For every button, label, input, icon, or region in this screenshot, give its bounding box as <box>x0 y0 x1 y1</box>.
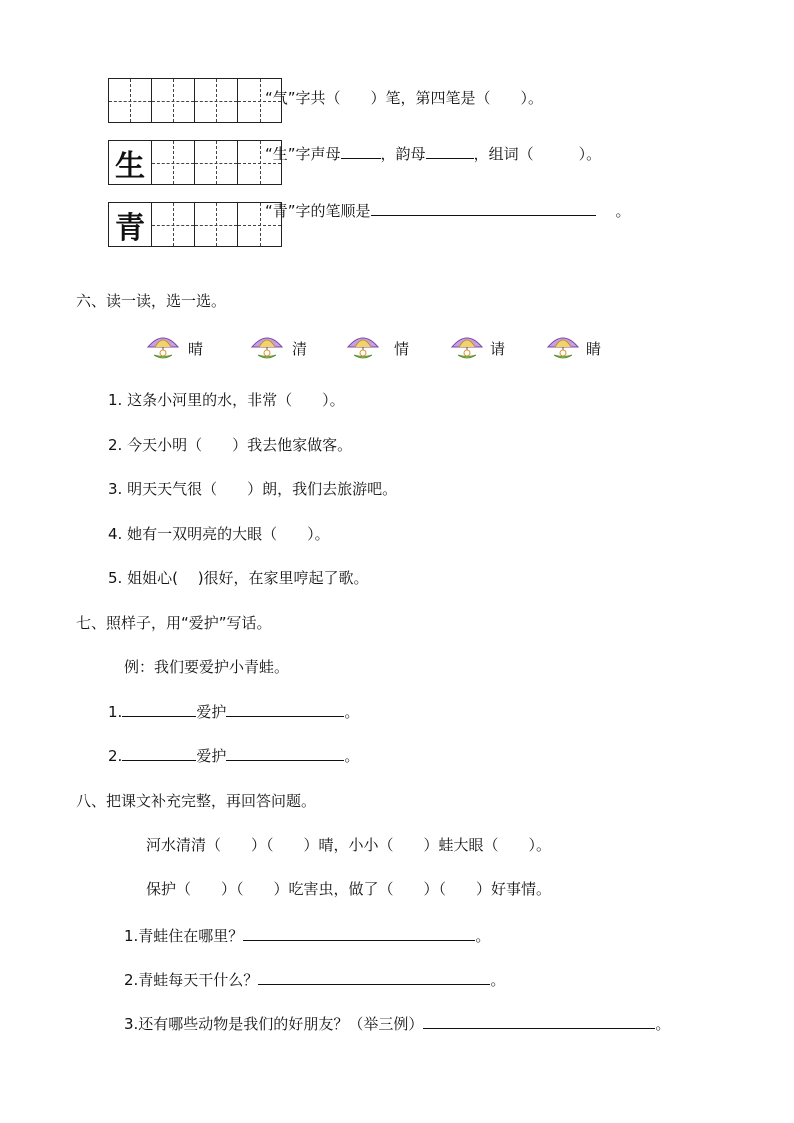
question-end: 。 <box>475 927 491 945</box>
answer-blank[interactable] <box>226 745 344 761</box>
question-text: ，韵母 <box>380 145 426 163</box>
answer-blank[interactable] <box>226 701 344 717</box>
grid-question-qi: “气”字共（ ）笔，第四笔是（ ）。 <box>265 89 544 107</box>
grid-char-sheng: 生 <box>109 141 151 184</box>
line-end: 。 <box>344 703 360 721</box>
option-label: 清 <box>292 339 308 358</box>
option-item <box>450 333 505 363</box>
grid-question-sheng <box>265 143 601 164</box>
question-text: 3.还有哪些动物是我们的好朋友？（举三例） <box>124 1015 424 1033</box>
question-text: 1.青蛙住在哪里？ <box>124 927 244 945</box>
question-end: 。 <box>655 1015 671 1033</box>
grid-char-qing: 青 <box>109 203 151 246</box>
option-label: 睛 <box>586 339 602 358</box>
line-number: 1. <box>108 703 123 721</box>
answer-blank[interactable] <box>371 200 596 216</box>
section8-title: 八、把课文补充完整，再回答问题。 <box>76 792 317 810</box>
question-text: 。 <box>615 202 631 220</box>
char-grid-sheng[interactable] <box>108 140 282 185</box>
question-end: 。 <box>490 971 506 989</box>
question-item: 3. 明天天气很（ ）朗，我们去旅游吧。 <box>108 480 398 498</box>
section7-title: 七、照样子，用“爱护”写话。 <box>76 614 272 632</box>
grid-cell[interactable] <box>152 79 195 122</box>
poem-line: 保护（ ）（ ）吃害虫，做了（ ）（ ）好事情。 <box>146 880 552 898</box>
option-item <box>250 333 307 363</box>
question-text: “青”字的笔顺是 <box>265 202 371 220</box>
question-item: 5. 姐姐心( )很好，在家里哼起了歌。 <box>108 569 369 587</box>
question-text: 2.青蛙每天干什么？ <box>124 971 259 989</box>
answer-question <box>124 969 505 990</box>
char-grid-qing[interactable] <box>108 202 282 247</box>
grid-question-qing <box>265 200 631 221</box>
line-number: 2. <box>108 747 123 765</box>
grid-cell[interactable] <box>195 141 238 184</box>
answer-blank[interactable] <box>423 1013 655 1029</box>
line-word: 爱护 <box>196 703 227 721</box>
option-item <box>346 333 409 363</box>
option-label: 晴 <box>188 339 204 358</box>
umbrella-icon <box>346 333 380 363</box>
grid-cell[interactable] <box>195 203 238 246</box>
grid-cell[interactable] <box>195 79 238 122</box>
option-label: 情 <box>394 339 410 358</box>
answer-question <box>124 925 490 946</box>
question-item: 1. 这条小河里的水，非常（ ）。 <box>108 391 345 409</box>
poem-line: 河水清清（ ）（ ）晴，小小（ ）蛙大眼（ ）。 <box>146 836 552 854</box>
answer-blank[interactable] <box>258 969 490 985</box>
question-item: 4. 她有一双明亮的大眼（ ）。 <box>108 525 330 543</box>
grid-cell <box>109 203 152 246</box>
char-grid-qi[interactable] <box>108 78 282 123</box>
answer-blank[interactable] <box>243 925 475 941</box>
option-label: 请 <box>490 339 506 358</box>
grid-cell[interactable] <box>152 203 195 246</box>
grid-cell[interactable] <box>109 79 152 122</box>
answer-question <box>124 1013 670 1034</box>
umbrella-icon <box>546 333 580 363</box>
grid-cell[interactable] <box>152 141 195 184</box>
umbrella-icon <box>450 333 484 363</box>
grid-char <box>109 79 151 122</box>
answer-blank[interactable] <box>341 143 381 159</box>
question-text: “生”字声母 <box>265 145 341 163</box>
option-item <box>146 333 203 363</box>
grid-cell <box>109 141 152 184</box>
line-end: 。 <box>344 747 360 765</box>
question-text: ，组词（ ）。 <box>473 145 602 163</box>
answer-blank[interactable] <box>122 745 196 761</box>
umbrella-icon <box>250 333 284 363</box>
question-item: 2. 今天小明（ ）我去他家做客。 <box>108 436 353 454</box>
section7-example: 例：我们要爱护小青蛙。 <box>124 658 290 676</box>
option-item <box>546 333 601 363</box>
answer-blank[interactable] <box>426 143 474 159</box>
umbrella-icon <box>146 333 180 363</box>
line-word: 爱护 <box>196 747 227 765</box>
section6-title: 六、读一读，选一选。 <box>76 292 227 310</box>
write-line <box>108 745 359 766</box>
answer-blank[interactable] <box>122 701 196 717</box>
write-line <box>108 701 359 722</box>
